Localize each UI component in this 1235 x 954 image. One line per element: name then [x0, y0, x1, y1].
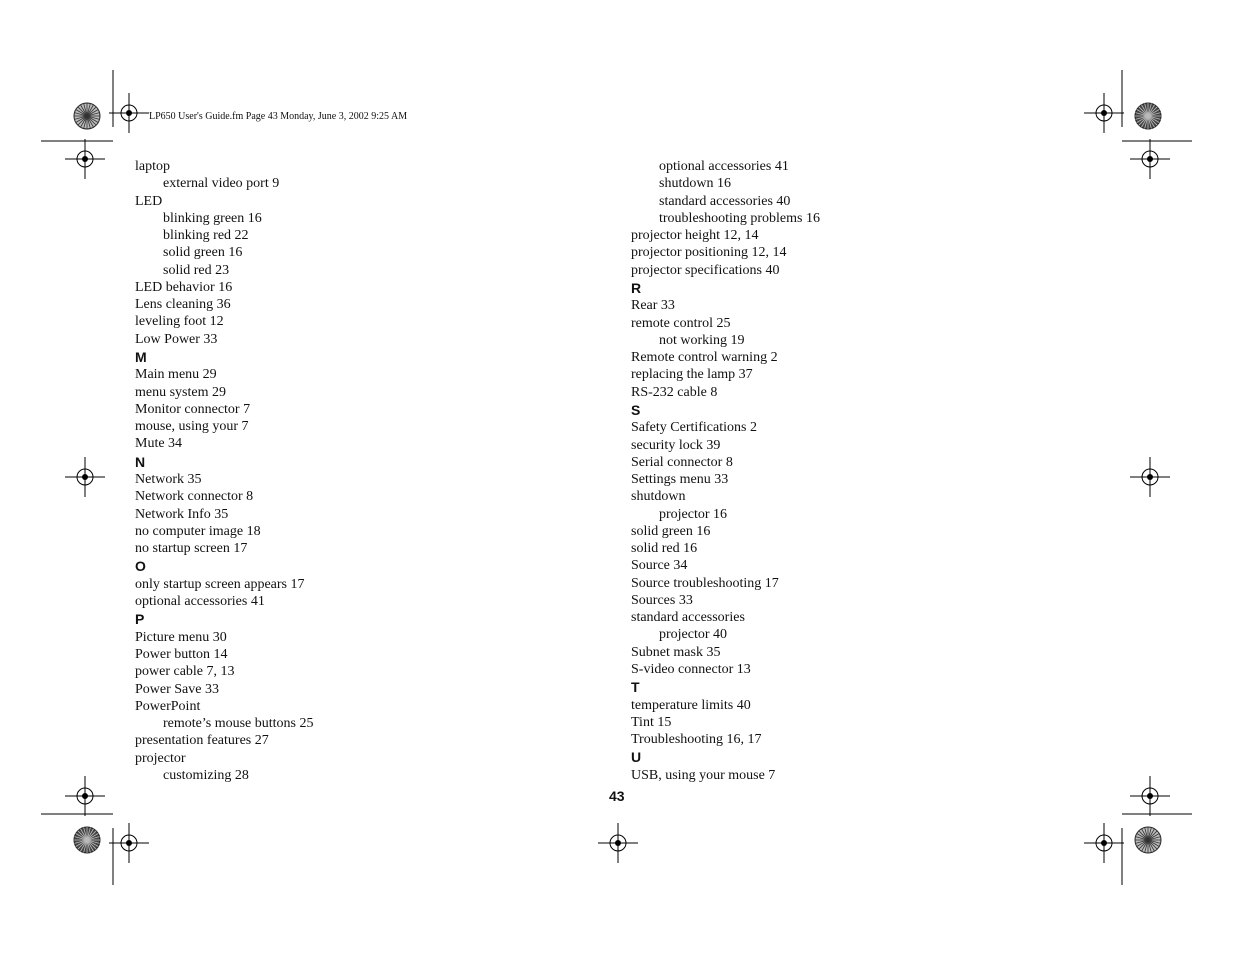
- index-column-left: [135, 158, 314, 784]
- registration-mark: [1130, 139, 1170, 179]
- index-entry: Source troubleshooting 17: [631, 575, 779, 591]
- index-entry: RS-232 cable 8: [631, 384, 718, 400]
- index-entry: Power button 14: [135, 647, 228, 662]
- index-entry: Lens cleaning 36: [135, 297, 231, 312]
- index-entry: Safety Certifications 2: [631, 420, 757, 436]
- index-entry: solid red 16: [631, 541, 698, 556]
- index-entry: LED behavior 16: [135, 279, 233, 295]
- index-letter-heading: M: [135, 348, 147, 365]
- registration-mark: [1084, 823, 1124, 863]
- index-subentry: not working 19: [659, 332, 745, 348]
- index-entry: LED: [135, 193, 163, 209]
- registration-mark: [65, 457, 105, 497]
- index-entry: optional accessories 41: [135, 594, 265, 609]
- registration-mark: [65, 776, 105, 816]
- index-letter-heading: S: [631, 401, 641, 418]
- registration-mark: [598, 823, 638, 863]
- index-subentry: solid red 23: [163, 262, 230, 278]
- registration-mark: [1084, 93, 1124, 133]
- index-entry: Rear 33: [631, 298, 675, 314]
- registration-mark: [1130, 457, 1170, 497]
- index-entry: PowerPoint: [135, 698, 201, 714]
- registration-mark: [1130, 776, 1170, 816]
- index-letter-heading: T: [631, 679, 640, 695]
- starburst-target: [74, 827, 100, 853]
- index-entry: menu system 29: [135, 384, 226, 400]
- index-entry: power cable 7, 13: [135, 664, 235, 680]
- page-number: 43: [609, 788, 625, 804]
- file-header: LP650 User's Guide.fm Page 43 Monday, June 3, 2002 9:25 AM: [149, 111, 408, 122]
- index-entry: standard accessories: [631, 610, 745, 625]
- index-entry: Troubleshooting 16, 17: [631, 732, 762, 747]
- index-entry: Remote control warning 2: [631, 350, 778, 365]
- index-subentry: blinking red 22: [163, 228, 249, 243]
- index-subentry: blinking green 16: [163, 210, 262, 226]
- index-entry: Picture menu 30: [135, 629, 227, 645]
- index-entry: Sources 33: [631, 592, 693, 608]
- index-entry: temperature limits 40: [631, 697, 751, 713]
- index-subentry: troubleshooting problems 16: [659, 210, 820, 226]
- index-subentry: remote’s mouse buttons 25: [163, 716, 314, 731]
- index-entry: Source 34: [631, 558, 688, 574]
- index-entry: no startup screen 17: [135, 541, 248, 556]
- index-subentry: standard accessories 40: [659, 193, 791, 209]
- index-entry: presentation features 27: [135, 733, 269, 749]
- index-entry: Monitor connector 7: [135, 401, 251, 417]
- index-entry: Network connector 8: [135, 489, 254, 505]
- index-letter-heading: U: [631, 749, 642, 766]
- index-entry: Network Info 35: [135, 506, 229, 522]
- index-column-right: [631, 158, 820, 784]
- registration-mark: [65, 139, 105, 179]
- index-entry: Settings menu 33: [631, 472, 729, 487]
- index-entry: projector positioning 12, 14: [631, 245, 787, 261]
- index-entry: projector specifications 40: [631, 262, 780, 278]
- index-entry: leveling foot 12: [135, 314, 224, 330]
- index-entry: projector height 12, 14: [631, 228, 759, 243]
- index-letter-heading: N: [135, 453, 146, 470]
- index-entry: laptop: [135, 159, 170, 174]
- index-entry: Network 35: [135, 472, 202, 487]
- index-subentry: solid green 16: [163, 245, 243, 261]
- registration-mark: [109, 93, 149, 133]
- index-entry: replacing the lamp 37: [631, 367, 753, 383]
- index-entry: remote control 25: [631, 315, 731, 331]
- index-entry: Tint 15: [631, 714, 672, 730]
- index-entry: Low Power 33: [135, 331, 218, 347]
- starburst-target: [74, 103, 100, 129]
- index-letter-heading: P: [135, 611, 145, 628]
- index-entry: USB, using your mouse 7: [631, 767, 776, 783]
- starburst-target: [1135, 103, 1161, 129]
- index-letter-heading: R: [631, 279, 642, 296]
- index-entry: Main menu 29: [135, 367, 217, 383]
- index-entry: Subnet mask 35: [631, 644, 721, 660]
- index-entry: Serial connector 8: [631, 454, 733, 470]
- index-subentry: customizing 28: [163, 767, 249, 783]
- index-entry: shutdown: [631, 489, 686, 505]
- registration-mark: [109, 823, 149, 863]
- index-entry: solid green 16: [631, 523, 711, 539]
- index-entry: only startup screen appears 17: [135, 576, 305, 592]
- index-letter-heading: O: [135, 558, 146, 575]
- index-subentry: projector 40: [659, 627, 728, 643]
- index-entry: Power Save 33: [135, 681, 219, 697]
- index-subentry: shutdown 16: [659, 176, 731, 192]
- index-subentry: optional accessories 41: [659, 159, 789, 174]
- index-entry: mouse, using your 7: [135, 419, 249, 434]
- index-entry: Mute 34: [135, 436, 183, 452]
- index-entry: S-video connector 13: [631, 661, 751, 677]
- index-entry: no computer image 18: [135, 523, 261, 539]
- index-entry: projector: [135, 750, 186, 766]
- index-entry: security lock 39: [631, 437, 721, 453]
- index-subentry: external video port 9: [163, 176, 280, 192]
- index-subentry: projector 16: [659, 506, 728, 522]
- starburst-target: [1135, 827, 1161, 853]
